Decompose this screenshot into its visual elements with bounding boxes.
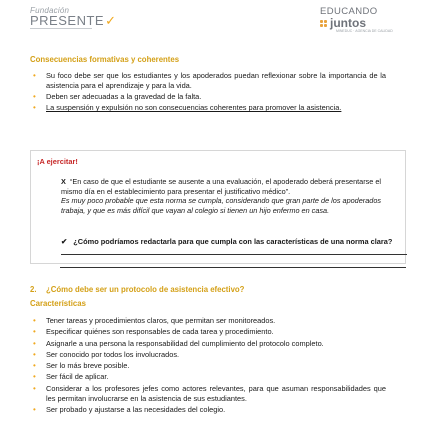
consecuencias-list [33, 71, 386, 115]
list-item: • Ser lo más breve posible. [33, 361, 130, 371]
question-text: ¿Cómo podríamos redactarla para que cumpla con las características de una norma clara? [73, 237, 393, 246]
section-title: ¿Cómo debe ser un protocolo de asistencia efectivo? [46, 285, 245, 294]
x-mark-icon: X [61, 177, 66, 186]
example-norm [61, 177, 391, 215]
bullet-icon: • [33, 404, 36, 414]
check-icon: ✔ [61, 237, 68, 246]
norm-comment: Es muy poco probable que esta norma se cumpla, considerando que gran parte de los apoderados trabaja, y que es más difícil que vayan al colegio si tienen un hijo enfermo en casa. [61, 196, 382, 215]
bullet-icon: • [33, 383, 36, 393]
bullet-icon: • [33, 71, 36, 80]
list-item: • Asignarle a una persona la responsabilidad del cumplimiento del protocolo completo. [33, 338, 324, 348]
educando-juntos-logo [320, 7, 393, 33]
list-item: • Especificar quiénes son responsables de cada tarea y procedimiento. [33, 327, 274, 337]
list-item: • Ser probado y ajustarse a las necesidades del colegio. [33, 404, 226, 414]
bullet-icon: • [33, 103, 36, 113]
exercise-question [61, 237, 401, 246]
page-header [0, 0, 428, 42]
bullet-icon: • [33, 338, 36, 348]
exercise-title: ¡A ejercitar! [37, 157, 78, 166]
list-item: • Ser fácil de aplicar. [33, 372, 109, 382]
dots-grid-icon [320, 20, 327, 27]
list-item: • Ser conocido por todos los involucrados. [33, 349, 180, 359]
answer-line[interactable] [60, 267, 406, 268]
fundacion-presente-logo [30, 6, 116, 29]
list-item: • Tener tareas y procedimientos claros, que permitan ser monitoreados. [33, 316, 276, 325]
bullet-icon: • [33, 327, 36, 337]
list-item: • Su foco debe ser que los estudiantes y los apoderados puedan reflexionar sobre la importancia de la asistencia para el aprendizaje y para la vida. [33, 71, 386, 90]
list-item: • Deben ser adecuadas a la gravedad de la falta. [33, 92, 202, 102]
bullet-icon: • [33, 372, 36, 382]
list-item: • La suspensión y expulsión no son consecuencias coherentes para promover la asistencia. [33, 103, 342, 113]
bullet-icon: • [33, 349, 36, 359]
answer-line[interactable] [61, 254, 407, 255]
norm-quote: “En caso de que el estudiante se ausente a una evaluación, el apoderado deberá presentarse el mismo día en el establecimiento para presentar el justificativo médico”. [61, 177, 382, 196]
caracteristicas-list [33, 316, 386, 416]
logo-subtitle-text: MINEDUC · AGENCIA DE CALIDAD [336, 29, 393, 33]
subheading-caracteristicas: Características [30, 299, 86, 308]
bullet-icon: • [33, 316, 36, 325]
bullet-icon: • [33, 361, 36, 371]
exercise-box [30, 150, 406, 264]
section-number: 2. [30, 285, 37, 294]
logo-underline [30, 28, 92, 29]
section-heading-protocolo [30, 285, 244, 294]
logo-presente-text: PRESENTE [30, 13, 105, 28]
bullet-icon: • [33, 92, 36, 102]
logo-fundacion-text: Fundación [30, 6, 70, 15]
list-item: • Considerar a los profesores jefes como actores relevantes, para que asuman responsabilidades que les permitan involucrarse en la asistencia de sus estudiantes. [33, 383, 386, 403]
logo-educando-text: EDUCANDO [320, 6, 378, 17]
logo-juntos-text: juntos [330, 16, 366, 30]
checkmark-icon: ✓ [105, 13, 117, 28]
section-heading-consecuencias: Consecuencias formativas y coherentes [30, 55, 180, 64]
